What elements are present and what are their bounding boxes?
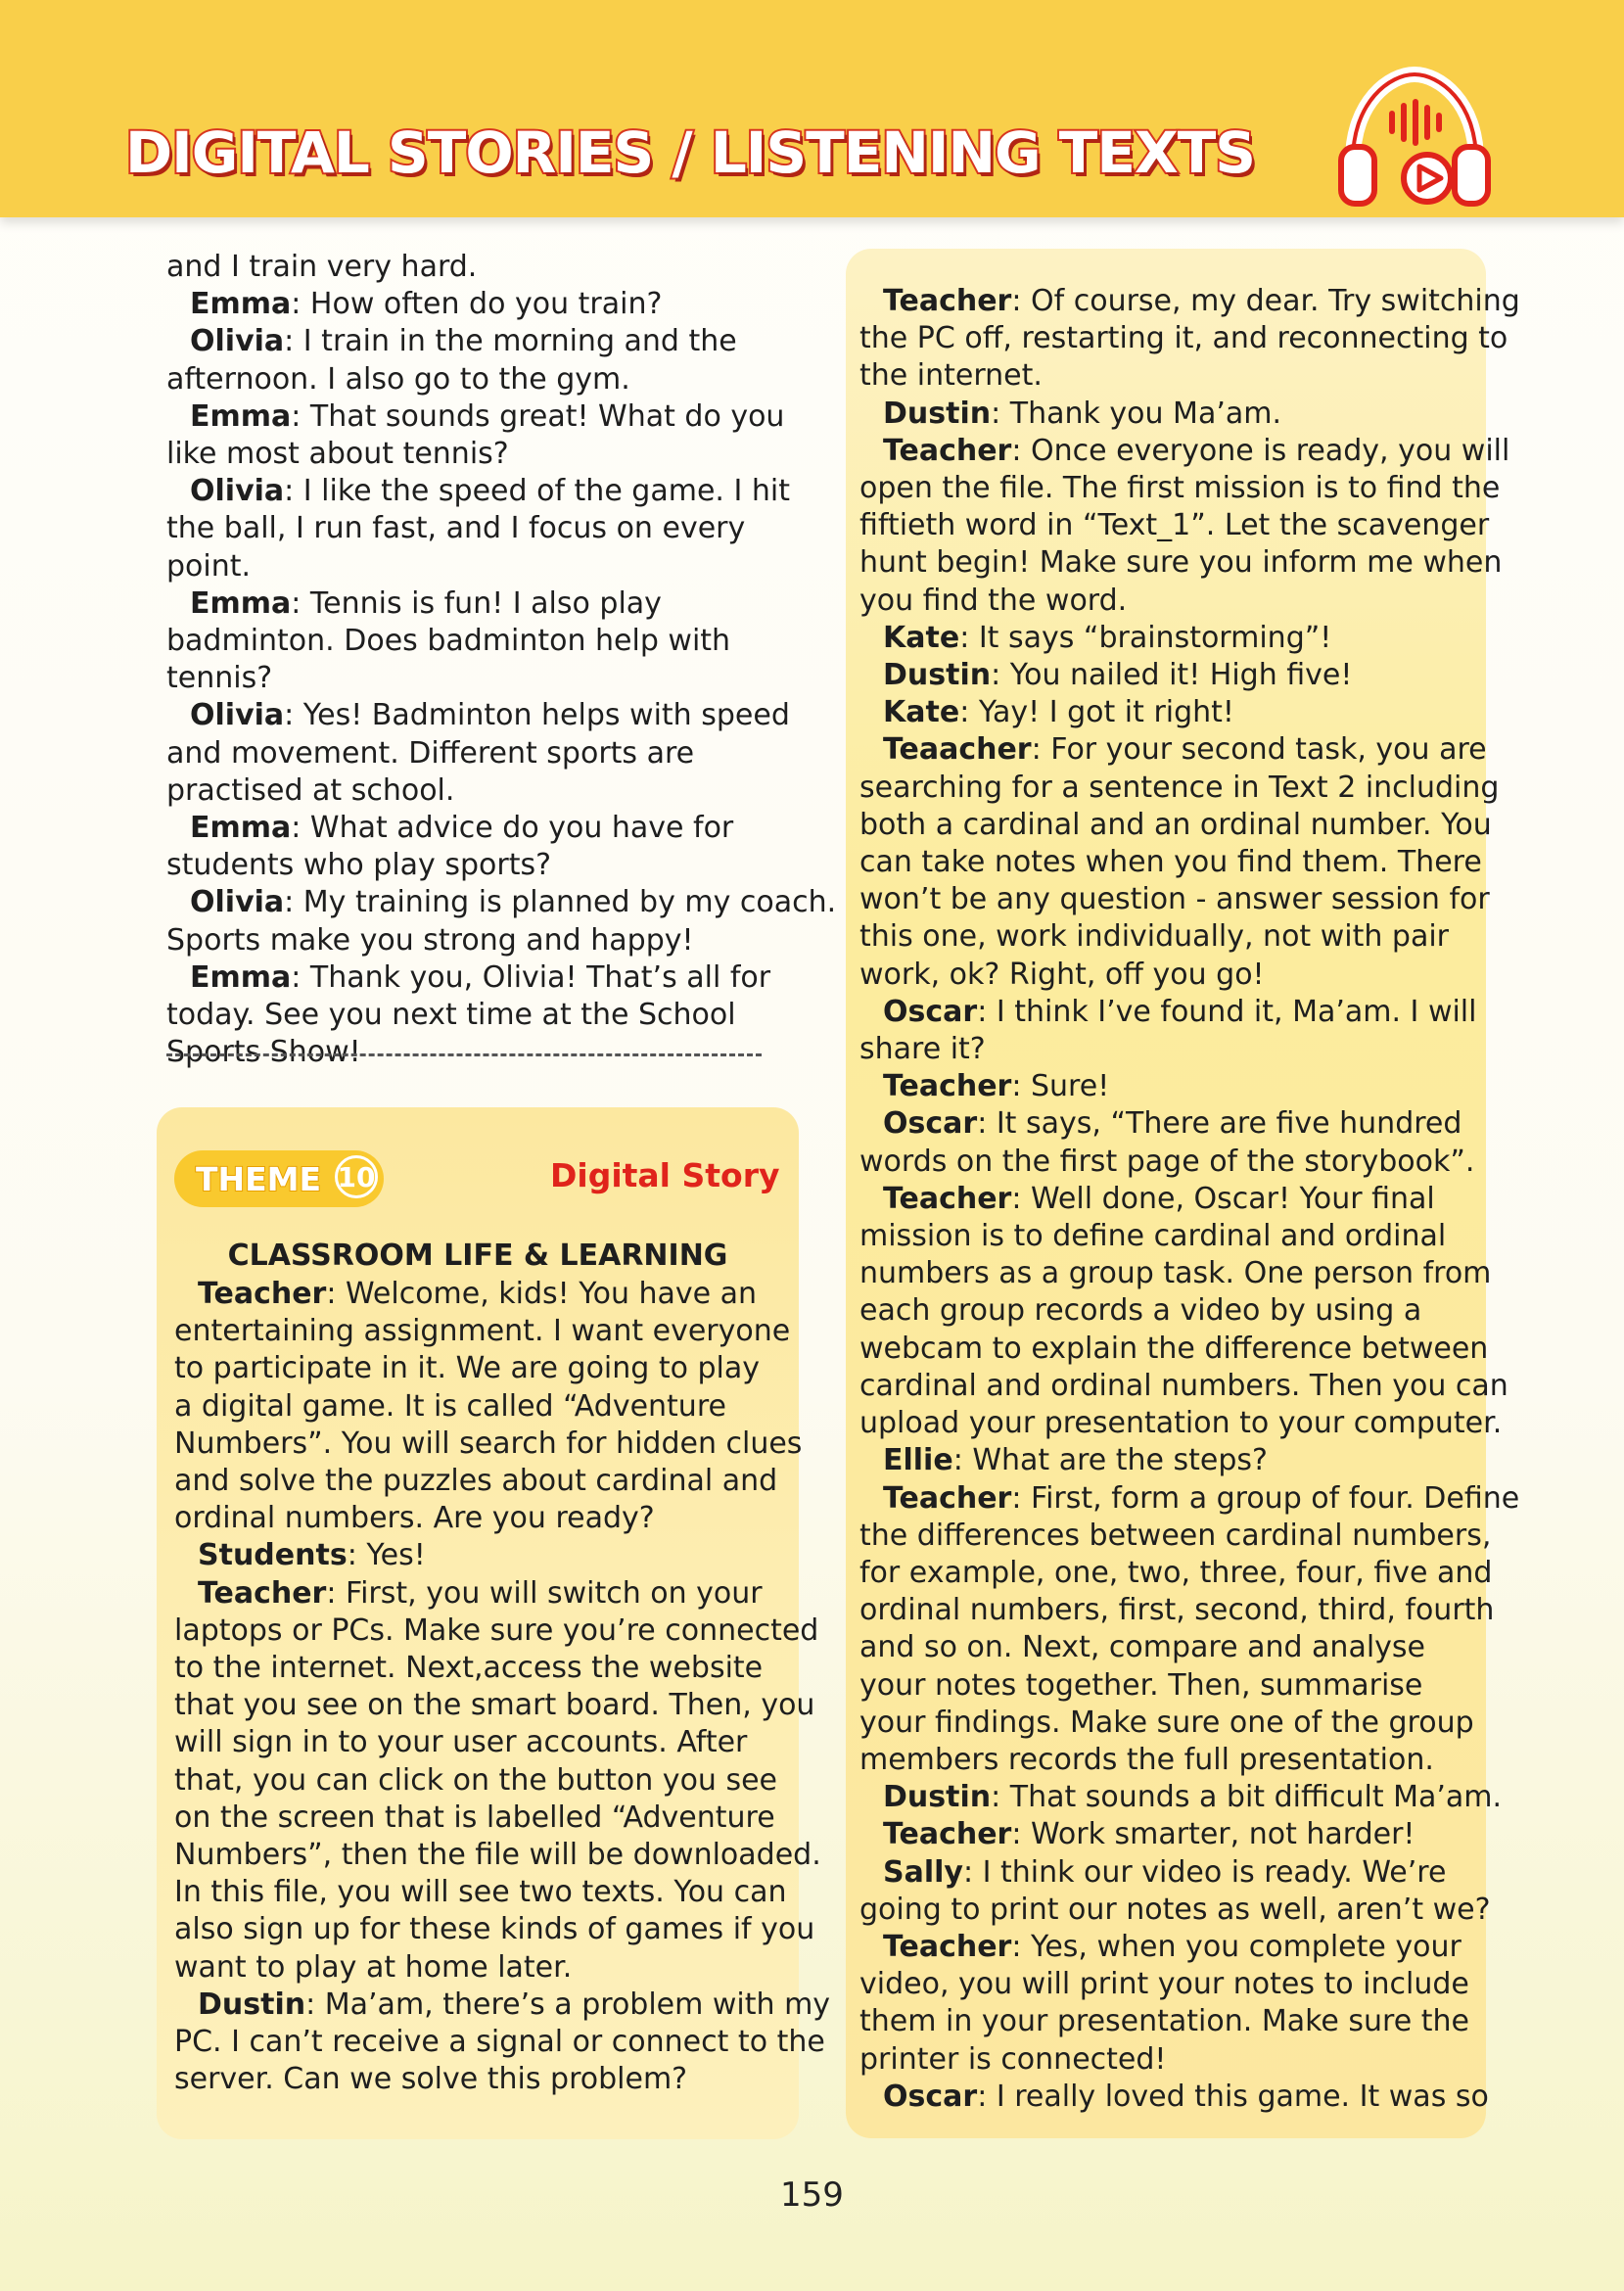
dialogue-line xyxy=(859,1667,1486,1705)
line-text: : What advice do you have for xyxy=(291,811,734,846)
dialogue-line xyxy=(859,1892,1491,1929)
line-text: share it? xyxy=(859,1032,986,1067)
dialogue-line xyxy=(859,544,1503,582)
dialogue-line xyxy=(859,918,1486,956)
dialogue-line xyxy=(174,1874,791,1911)
speaker-name: Olivia xyxy=(190,698,285,733)
speaker-name: Teacher xyxy=(883,1480,1012,1516)
line-text: laptops or PCs. Make sure you’re connected xyxy=(174,1613,819,1648)
line-text: : Yes! xyxy=(347,1538,426,1573)
line-text: : Of course, my dear. Try switching xyxy=(1011,284,1520,318)
line-text: fiftieth word in “Text_1”. Let the scavenger xyxy=(859,508,1490,543)
headphones-play-icon xyxy=(1331,63,1498,219)
line-text: : Thank you, Olivia! That’s all for xyxy=(291,959,771,995)
dialogue-line xyxy=(166,959,773,997)
line-text: and I train very hard. xyxy=(166,250,478,284)
line-text: this one, work individually, not with pair xyxy=(859,919,1450,955)
speaker-name: Teacher xyxy=(198,1575,327,1611)
theme-number-badge: 10 xyxy=(335,1155,378,1198)
line-text: your notes together. Then, summarise xyxy=(859,1667,1423,1703)
dialogue-line xyxy=(859,1480,1520,1518)
speaker-name: Sally xyxy=(883,1854,963,1890)
dialogue-line xyxy=(174,1426,803,1463)
dialogue-line xyxy=(859,357,1486,395)
dialogue-line xyxy=(166,436,773,473)
dialogue-line xyxy=(859,396,1486,433)
dialogue-line xyxy=(859,1592,1495,1629)
line-text: and so on. Next, compare and analyse xyxy=(859,1630,1425,1665)
line-text: a digital game. It is called “Adventure xyxy=(174,1388,726,1424)
dialogue-line xyxy=(166,735,773,772)
dialogue-line xyxy=(166,361,773,398)
dialogue-line xyxy=(859,1742,1486,1779)
speaker-name: Oscar xyxy=(883,994,978,1029)
line-text: : Yay! I got it right! xyxy=(959,695,1234,730)
dialogue-line xyxy=(859,657,1486,694)
dialogue-line xyxy=(859,1705,1486,1742)
theme-badge xyxy=(174,1150,384,1207)
dialogue-line xyxy=(859,507,1490,544)
line-text: today. See you next time at the School xyxy=(166,998,736,1033)
line-text: your findings. Make sure one of the group xyxy=(859,1705,1474,1740)
line-text: to the internet. Next,access the website xyxy=(174,1651,764,1686)
interview-dialogue xyxy=(166,249,837,1071)
speaker-name: Emma xyxy=(190,398,292,434)
line-text: students who play sports? xyxy=(166,848,552,883)
story-dialogue-continued xyxy=(859,283,1520,2116)
speaker-name: Teacher xyxy=(883,1181,1012,1216)
line-text: members records the full presentation. xyxy=(859,1742,1434,1777)
dialogue-line xyxy=(859,620,1486,657)
dialogue-line xyxy=(859,1292,1486,1330)
line-text: : I like the speed of the game. I hit xyxy=(284,474,790,509)
dialogue-line xyxy=(174,1350,791,1387)
dialogue-line xyxy=(859,1629,1486,1666)
dialogue-line xyxy=(174,1276,791,1313)
dialogue-line xyxy=(859,283,1520,320)
line-text: afternoon. I also go to the gym. xyxy=(166,361,630,397)
speaker-name: Teacher xyxy=(883,1817,1012,1852)
line-text: numbers as a group task. One person from xyxy=(859,1256,1492,1291)
line-text: also sign up for these kinds of games if you xyxy=(174,1912,815,1947)
dialogue-line xyxy=(859,1518,1492,1555)
dialogue-line xyxy=(166,323,773,360)
dialogue-line xyxy=(859,1255,1492,1292)
line-text: : I think I’ve found it, Ma’am. I will xyxy=(977,994,1477,1029)
story-title: CLASSROOM LIFE & LEARNING xyxy=(227,1239,728,1273)
line-text: ordinal numbers, first, second, third, fourth xyxy=(859,1593,1495,1628)
line-text: : Yes, when you complete your xyxy=(1011,1929,1462,1964)
line-text: : Tennis is fun! I also play xyxy=(291,585,662,621)
dialogue-line xyxy=(166,922,773,959)
line-text: video, you will print your notes to include xyxy=(859,1967,1469,2002)
speaker-name: Dustin xyxy=(883,658,992,693)
speaker-name: Oscar xyxy=(883,2079,978,2114)
dashed-separator xyxy=(166,1053,762,1056)
line-text: : It says “brainstorming”! xyxy=(959,620,1332,655)
line-text: you find the word. xyxy=(859,583,1128,618)
dialogue-line xyxy=(166,249,773,286)
line-text: : Work smarter, not harder! xyxy=(1011,1817,1415,1852)
line-text: the ball, I run fast, and I focus on every xyxy=(166,511,746,546)
speaker-name: Oscar xyxy=(883,1106,978,1142)
line-text: In this file, you will see two texts. You can xyxy=(174,1875,787,1910)
dialogue-line xyxy=(859,731,1486,769)
line-text: : I train in the morning and the xyxy=(284,324,737,359)
dialogue-line xyxy=(166,473,790,510)
line-text: want to play at home later. xyxy=(174,1949,573,1985)
speaker-name: Students xyxy=(198,1538,348,1573)
dialogue-line xyxy=(859,1816,1486,1853)
dialogue-line xyxy=(174,2024,825,2061)
line-text: upload your presentation to your computer. xyxy=(859,1406,1503,1441)
speaker-name: Dustin xyxy=(883,396,992,431)
dialogue-line xyxy=(859,1218,1486,1255)
dialogue-line xyxy=(174,2061,791,2098)
line-text: mission is to define cardinal and ordinal xyxy=(859,1219,1447,1254)
dialogue-line xyxy=(174,1463,791,1500)
dialogue-line xyxy=(859,1181,1486,1218)
dialogue-line xyxy=(166,697,790,734)
dialogue-line xyxy=(859,807,1492,844)
speaker-name: Teacher xyxy=(883,433,1012,468)
dialogue-line xyxy=(859,994,1486,1031)
line-text: : Thank you Ma’am. xyxy=(991,396,1282,431)
dialogue-line xyxy=(859,1331,1489,1368)
speaker-name: Olivia xyxy=(190,885,285,920)
dialogue-line xyxy=(166,585,773,623)
dialogue-line xyxy=(174,1762,791,1800)
line-text: : Once everyone is ready, you will xyxy=(1011,433,1510,468)
speaker-name: Emma xyxy=(190,811,292,846)
speaker-name: Kate xyxy=(883,620,960,655)
page-number: 159 xyxy=(780,2175,844,2215)
line-text: and solve the puzzles about cardinal and xyxy=(174,1464,778,1499)
dialogue-line xyxy=(166,660,773,697)
dialogue-line xyxy=(166,510,773,547)
line-text: going to print our notes as well, aren’t we? xyxy=(859,1892,1491,1927)
dialogue-line xyxy=(859,1031,1486,1068)
line-text: that you see on the smart board. Then, you xyxy=(174,1688,815,1723)
line-text: server. Can we solve this problem? xyxy=(174,2062,688,2097)
dialogue-line xyxy=(174,1837,821,1874)
dialogue-line xyxy=(174,1687,815,1724)
dialogue-line xyxy=(174,1987,831,2024)
speaker-name: Teacher xyxy=(883,1929,1012,1964)
dialogue-line xyxy=(859,2003,1486,2040)
line-text: the differences between cardinal numbers, xyxy=(859,1518,1492,1553)
theme-label: THEME xyxy=(196,1159,322,1198)
line-text: Sports make you strong and happy! xyxy=(166,922,694,958)
line-text: to participate in it. We are going to play xyxy=(174,1351,761,1386)
story-type-label: Digital Story xyxy=(550,1156,780,1194)
line-text: the PC off, restarting it, and reconnecting to xyxy=(859,321,1508,356)
dialogue-line xyxy=(859,1966,1486,2003)
dialogue-line xyxy=(859,1068,1486,1105)
line-text: open the file. The first mission is to find the xyxy=(859,471,1501,506)
line-text: like most about tennis? xyxy=(166,437,509,472)
line-text: cardinal and ordinal numbers. Then you can xyxy=(859,1368,1508,1403)
dialogue-line xyxy=(166,772,773,810)
line-text: both a cardinal and an ordinal number. You xyxy=(859,807,1492,842)
line-text: hunt begin! Make sure you inform me when xyxy=(859,545,1503,581)
line-text: : Welcome, kids! You have an xyxy=(326,1277,758,1311)
dialogue-line xyxy=(166,548,773,585)
line-text: each group records a video by using a xyxy=(859,1293,1422,1329)
dialogue-line xyxy=(166,286,773,323)
line-text: printer is connected! xyxy=(859,2041,1167,2077)
dialogue-line xyxy=(859,770,1500,807)
line-text: : What are the steps? xyxy=(952,1443,1268,1478)
line-text: words on the first page of the storybook”. xyxy=(859,1144,1475,1179)
dialogue-line xyxy=(859,320,1508,357)
line-text: searching for a sentence in Text 2 including xyxy=(859,770,1500,805)
line-text: on the screen that is labelled “Adventure xyxy=(174,1800,775,1835)
dialogue-line xyxy=(174,1911,815,1948)
line-text: : How often do you train? xyxy=(291,287,663,322)
speaker-name: Emma xyxy=(190,585,292,621)
line-text: practised at school. xyxy=(166,772,455,808)
dialogue-line xyxy=(166,623,773,660)
line-text: Numbers”. You will search for hidden clues xyxy=(174,1426,803,1461)
dialogue-line xyxy=(859,2079,1489,2116)
line-text: badminton. Does badminton help with xyxy=(166,624,731,659)
speaker-name: Teacher xyxy=(883,1069,1012,1104)
line-text: : That sounds a bit difficult Ma’am. xyxy=(991,1780,1503,1815)
speaker-name: Teacher xyxy=(883,284,1012,318)
line-text: tennis? xyxy=(166,661,273,696)
dialogue-line xyxy=(859,1144,1486,1181)
dialogue-line xyxy=(859,470,1501,507)
line-text: : That sounds great! What do you xyxy=(291,398,785,434)
line-text: that, you can click on the button you see xyxy=(174,1762,778,1798)
line-text: can take notes when you find them. There xyxy=(859,845,1482,880)
dialogue-line xyxy=(166,884,837,921)
line-text: won’t be any question - answer session for xyxy=(859,882,1490,917)
dialogue-line xyxy=(859,957,1486,994)
line-text: : First, you will switch on your xyxy=(326,1575,763,1611)
line-text: Sports Show! xyxy=(166,1035,361,1070)
line-text: PC. I can’t receive a signal or connect to the xyxy=(174,2025,825,2060)
dialogue-line xyxy=(166,847,773,884)
line-text: : First, form a group of four. Define xyxy=(1011,1480,1520,1516)
line-text: : I think our video is ready. We’re xyxy=(962,1854,1447,1890)
line-text: them in your presentation. Make sure the xyxy=(859,2004,1469,2039)
dialogue-line xyxy=(174,1724,791,1761)
dialogue-line xyxy=(859,2041,1486,2079)
speaker-name: Teacher xyxy=(198,1277,327,1311)
dialogue-line xyxy=(174,1613,819,1650)
line-text: will sign in to your user accounts. After xyxy=(174,1725,748,1760)
story-dialogue xyxy=(174,1276,831,2098)
dialogue-line xyxy=(174,1575,791,1613)
line-text: : Ma’am, there’s a problem with my xyxy=(305,1987,831,2022)
dialogue-line xyxy=(174,1500,791,1537)
speaker-name: Emma xyxy=(190,959,292,995)
line-text: the internet. xyxy=(859,358,1043,394)
line-text: ordinal numbers. Are you ready? xyxy=(174,1501,655,1536)
speaker-name: Teaacher xyxy=(883,732,1032,768)
dialogue-line xyxy=(859,1368,1508,1405)
line-text: point. xyxy=(166,548,252,584)
page-title: DIGITAL STORIES / LISTENING TEXTS xyxy=(125,119,1256,186)
line-text: for example, one, two, three, four, five and xyxy=(859,1555,1493,1590)
line-text: and movement. Different sports are xyxy=(166,735,695,771)
line-text: : Sure! xyxy=(1011,1069,1110,1104)
line-text: : Well done, Oscar! Your final xyxy=(1011,1181,1435,1216)
dialogue-line xyxy=(859,844,1486,881)
dialogue-line xyxy=(166,997,773,1034)
speaker-name: Dustin xyxy=(198,1987,306,2022)
line-text: : It says, “There are five hundred xyxy=(977,1106,1462,1142)
dialogue-line xyxy=(166,398,785,436)
dialogue-line xyxy=(174,1949,791,1987)
dialogue-line xyxy=(174,1537,791,1574)
line-text: : Yes! Badminton helps with speed xyxy=(284,698,790,733)
speaker-name: Kate xyxy=(883,695,960,730)
dialogue-line xyxy=(859,1105,1486,1143)
dialogue-line xyxy=(859,1929,1486,1966)
dialogue-line xyxy=(174,1313,791,1350)
page-header xyxy=(0,0,1624,217)
dialogue-line xyxy=(174,1388,791,1426)
story-continuation-panel xyxy=(846,249,1520,2138)
dialogue-line xyxy=(859,1555,1493,1592)
line-text: Numbers”, then the file will be downloaded. xyxy=(174,1838,821,1873)
speaker-name: Olivia xyxy=(190,324,285,359)
theme-panel xyxy=(157,1107,831,2139)
dialogue-line xyxy=(166,810,773,847)
dialogue-line xyxy=(859,1405,1503,1442)
dialogue-line xyxy=(859,694,1486,731)
speaker-name: Olivia xyxy=(190,474,285,509)
line-text: work, ok? Right, off you go! xyxy=(859,957,1265,992)
dialogue-line xyxy=(859,1779,1503,1816)
dialogue-line xyxy=(859,881,1490,918)
speaker-name: Dustin xyxy=(883,1780,992,1815)
line-text: : For your second task, you are xyxy=(1031,732,1487,768)
dialogue-line xyxy=(859,433,1510,470)
line-text: : My training is planned by my coach. xyxy=(284,885,837,920)
line-text: webcam to explain the difference between xyxy=(859,1331,1489,1366)
dialogue-line xyxy=(859,583,1486,620)
dialogue-line xyxy=(859,1442,1486,1479)
line-text: entertaining assignment. I want everyone xyxy=(174,1314,791,1349)
line-text: : I really loved this game. It was so xyxy=(977,2079,1489,2114)
speaker-name: Emma xyxy=(190,287,292,322)
dialogue-line xyxy=(174,1650,791,1687)
dialogue-line xyxy=(859,1854,1486,1892)
line-text: : You nailed it! High five! xyxy=(991,658,1353,693)
speaker-name: Ellie xyxy=(883,1443,953,1478)
dialogue-line xyxy=(174,1800,791,1837)
